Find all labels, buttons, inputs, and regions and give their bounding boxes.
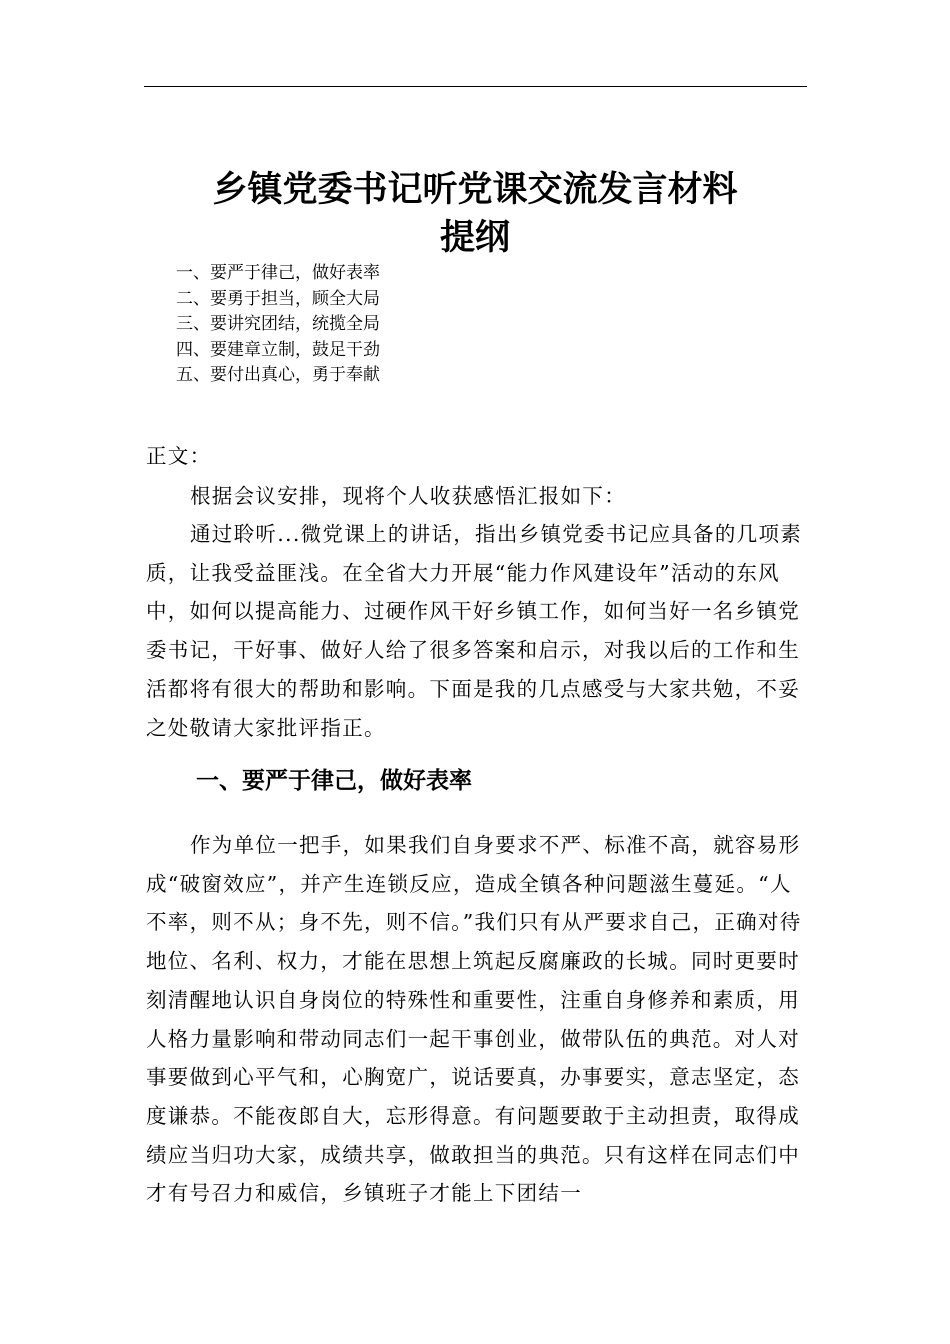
paragraph-main: 通过聆听...微党课上的讲话，指出乡镇党委书记应具备的几项素质，让我受益匪浅。在全省大力开展“能力作风建设年”活动的东风中，如何以提高能力、过硬作风干好乡镇工作，如何当好一名乡镇党委书记，干好事、做好人给了很多答案和启示，对我以后的工作和生活都将有很大的帮助和影响。下面是我的几点感受与大家共勉，不妥之处敬请大家批评指正。 [146,522,803,740]
section-heading: 一、要严于律己，做好表率 [196,768,472,794]
body-section [146,826,811,1213]
outline-item: 五、要付出真心，勇于奉献 [176,365,380,385]
outline-list [176,261,380,389]
document-subtitle: 提纲 [439,218,510,258]
document-title: 乡镇党委书记听党课交流发言材料 [212,170,738,210]
outline-item: 三、要讲究团结，统揽全局 [176,314,380,334]
body-section [146,477,811,516]
outline-item: 二、要勇于担当，顾全大局 [176,288,380,309]
body-label: 正文： [146,444,212,468]
header-rule [144,86,807,87]
paragraph-intro: 根据会议安排，现将个人收获感悟汇报如下： [190,484,626,508]
paragraph-section1: 作为单位一把手，如果我们自身要求不严、标准不高，就容易形成“破窗效应”，并产生连锁反应，造成全镇各种问题滋生蔓延。“人不率，则不从；身不先，则不信。”我们只有从严要求自己，正确对待地位、名利、权力，才能在思想上筑起反腐廉政的长城。同时更要时刻清醒地认识自身岗位的特殊性和重要性，注重自身修养和素质，用人格力量影响和带动同志们一起干事创业，做带队伍的典范。对人对事要做到心平气和，心胸宽广，说话要真，办事要实，意志坚定，态度谦恭。不能夜郎自大，忘形得意。有问题要敢于主动担责，取得成绩应当归功大家，成绩共享，做敢担当的典范。只有这样在同志们中才有号召力和威信，乡镇班子才能上下团结一 [146,833,802,1206]
outline-item: 一、要严于律己，做好表率 [176,263,380,283]
outline-item: 四、要建章立制，鼓足干劲 [176,339,380,360]
body-section [146,515,811,747]
